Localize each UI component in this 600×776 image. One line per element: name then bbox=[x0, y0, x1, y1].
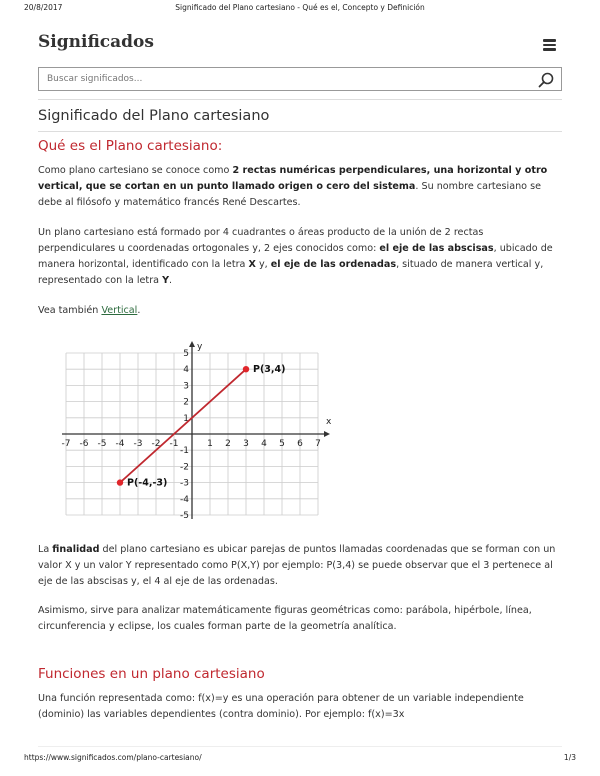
y-tick-label: 4 bbox=[183, 365, 189, 376]
y-tick-label: -4 bbox=[180, 494, 189, 505]
section-heading-que-es: Qué es el Plano cartesiano: bbox=[38, 138, 223, 154]
paragraph-asimismo: Asimismo, sirve para analizar matemáticamente figuras geométricas como: parábola, hipérbole, línea, circunferencia y eclipse, los cuales forman parte de la geometría analítica. bbox=[38, 605, 532, 632]
y-tick-label: 2 bbox=[183, 397, 189, 408]
x-tick-label: -1 bbox=[169, 439, 179, 449]
data-point-label: P(-4,-3) bbox=[127, 477, 168, 489]
x-tick-label: -3 bbox=[133, 439, 143, 449]
divider bbox=[38, 99, 562, 100]
y-tick-label: 3 bbox=[183, 381, 189, 392]
divider bbox=[38, 746, 562, 747]
x-axis-arrow bbox=[324, 431, 330, 437]
x-tick-label: -2 bbox=[151, 439, 161, 449]
x-tick-label: 7 bbox=[315, 439, 321, 449]
x-tick-label: 2 bbox=[225, 439, 231, 449]
x-tick-label: -6 bbox=[79, 439, 89, 449]
x-tick-label: 1 bbox=[207, 439, 213, 449]
y-axis-arrow bbox=[189, 341, 195, 347]
site-logo[interactable]: Significados bbox=[38, 32, 154, 52]
data-point-label: P(3,4) bbox=[253, 364, 286, 376]
data-point bbox=[117, 479, 123, 485]
x-tick-label: -7 bbox=[61, 439, 71, 449]
search-input[interactable] bbox=[39, 68, 529, 90]
x-tick-label: 6 bbox=[297, 439, 303, 449]
print-url: https://www.significados.com/plano-cartesiano/ bbox=[24, 753, 202, 762]
page-title: Significado del Plano cartesiano bbox=[38, 108, 270, 124]
print-date: 20/8/2017 bbox=[24, 3, 63, 12]
x-tick-label: 5 bbox=[279, 439, 285, 449]
paragraph-quadrants: Un plano cartesiano está formado por 4 cuadrantes o áreas producto de la unión de 2 rectas perpendiculares u coordenadas ortogonales y, 2 ejes conocidos como: el eje de las abscisas, ubicado de manera horizontal, identificado con la letra X y, el eje de las ordenadas, situado de manera vertical y, representado con la letra Y. bbox=[38, 227, 553, 286]
paragraph-finalidad: La finalidad del plano cartesiano es ubicar parejas de puntos llamadas coordenadas que se forman con un valor X y un valor Y representado como P(X,Y) por ejemplo: P(3,4) se puede observar que el 3 pertenece al eje de las abscisas y, el 4 al eje de las ordenadas. bbox=[38, 544, 556, 587]
y-tick-label: 5 bbox=[183, 349, 189, 359]
divider bbox=[38, 131, 562, 132]
section-heading-funciones: Funciones en un plano cartesiano bbox=[38, 666, 265, 682]
search-icon[interactable] bbox=[537, 71, 555, 89]
y-axis-label: y bbox=[197, 342, 203, 352]
x-tick-label: -4 bbox=[115, 439, 125, 449]
cartesian-plane-chart bbox=[36, 338, 332, 522]
paragraph-funciones: Una función representada como: f(x)=y es una operación para obtener de un variable independiente (dominio) las variables dependientes (contra dominio). Por ejemplo: f(x)=3x bbox=[38, 693, 524, 720]
x-tick-label: 4 bbox=[261, 439, 267, 449]
print-title: Significado del Plano cartesiano - Qué es el, Concepto y Definición bbox=[175, 3, 425, 12]
y-tick-label: -1 bbox=[180, 446, 189, 457]
hamburger-menu-icon[interactable] bbox=[543, 39, 556, 50]
y-tick-label: -3 bbox=[180, 478, 189, 489]
paragraph-definition: Como plano cartesiano se conoce como 2 rectas numéricas perpendiculares, una horizontal y otro vertical, que se cortan en un punto llamado origen o cero del sistema. Su nombre cartesiano se debe al filósofo y matemático francés René Descartes. bbox=[38, 165, 548, 208]
page-number: 1/3 bbox=[563, 753, 576, 762]
print-header bbox=[0, 3, 600, 17]
link-vertical[interactable]: Vertical bbox=[101, 305, 138, 316]
data-point bbox=[243, 366, 249, 372]
x-tick-label: -5 bbox=[97, 439, 107, 449]
search-bar bbox=[38, 67, 562, 91]
paragraph-see-also: Vea también Vertical. bbox=[38, 305, 141, 316]
x-axis-label: x bbox=[326, 417, 332, 427]
y-tick-label: -2 bbox=[180, 462, 189, 473]
y-tick-label: -5 bbox=[180, 511, 189, 521]
site-header bbox=[38, 30, 562, 60]
y-tick-label: 1 bbox=[183, 413, 189, 424]
x-tick-label: 3 bbox=[243, 439, 249, 449]
